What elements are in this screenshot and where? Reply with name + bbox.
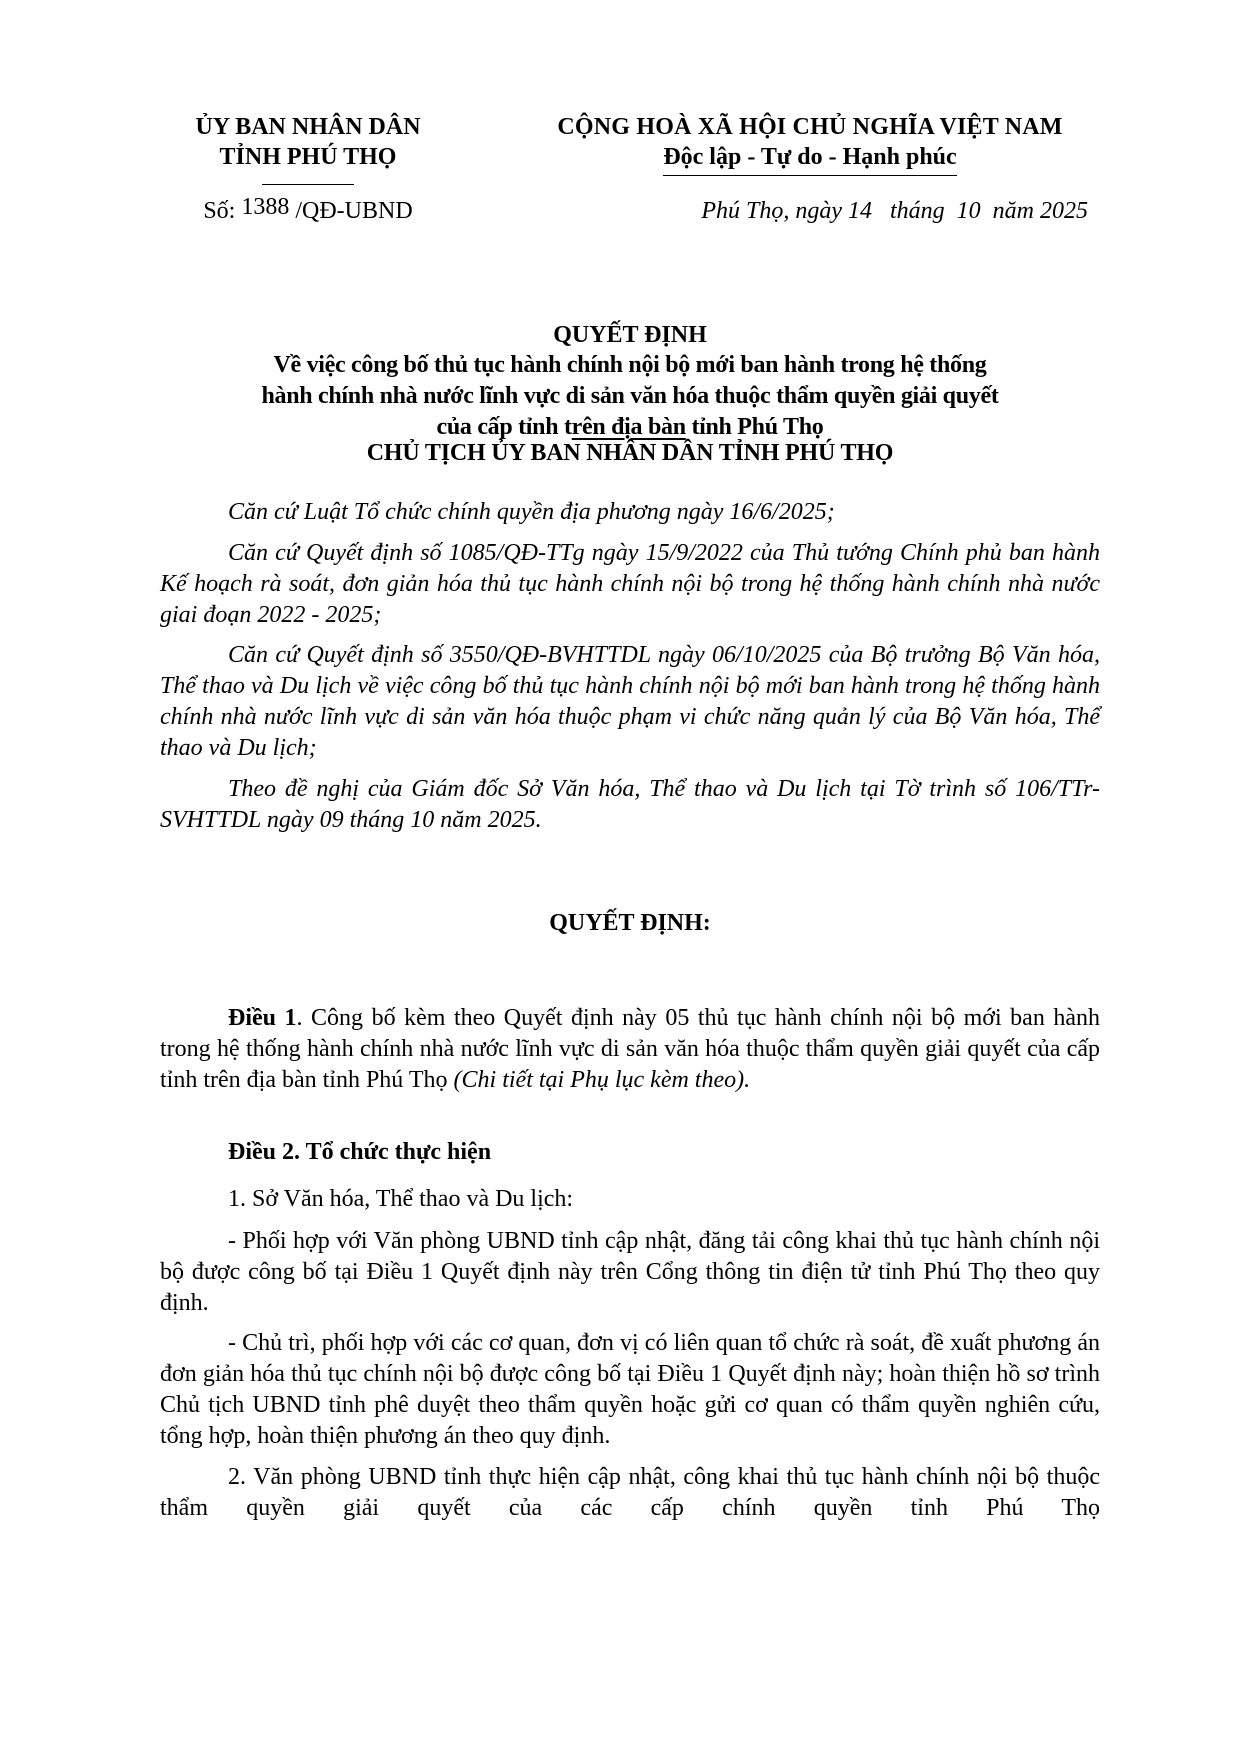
article-2-item-1: [160, 1184, 1100, 1215]
national-motto: Độc lập - Tự do - Hạnh phúc: [663, 142, 956, 176]
article-2-item-1-text: 1. Sở Văn hóa, Thể thao và Du lịch:: [228, 1186, 574, 1212]
issuer-line-1: ỦY BAN NHÂN DÂN: [195, 114, 421, 140]
decision-title: [160, 320, 1100, 443]
legal-basis-text: Theo đề nghị của Giám đốc Sở Văn hóa, Thể thao và Du lịch tại Tờ trình số 106/TTr-SVHTTDL ngày 09 tháng 10 năm 2025.: [160, 776, 1100, 833]
article-1-note: (Chi tiết tại Phụ lục kèm theo).: [453, 1067, 751, 1093]
article-2-item-1b: [160, 1328, 1100, 1452]
issuer-line-2: TỈNH PHÚ THỌ: [219, 144, 397, 170]
issuing-authority: CHỦ TỊCH ỦY BAN NHÂN DÂN TỈNH PHÚ THỌ: [366, 440, 894, 466]
article-2-item-1a-text: - Phối hợp với Văn phòng UBND tỉnh cập nhật, đăng tải công khai thủ tục hành chính nội bộ được công bố tại Điều 1 Quyết định này trên Cổng thông tin điện tử tỉnh Phú Thọ theo quy định.: [160, 1228, 1100, 1316]
article-2-title: Điều 2. Tổ chức thực hiện: [228, 1139, 492, 1165]
legal-basis-text: Căn cứ Luật Tổ chức chính quyền địa phương ngày 16/6/2025;: [228, 499, 835, 525]
subject-line-3-underlined: rên địa bàn: [571, 414, 686, 440]
subject-line-2: hành chính nhà nước lĩnh vực di sản văn hóa thuộc thẩm quyền giải quyết: [261, 383, 999, 409]
place-date: Phú Thọ, ngày 14 tháng 10 năm 2025: [701, 198, 1088, 224]
legal-basis-text: Căn cứ Quyết định số 3550/QĐ-BVHTTDL ngày 06/10/2025 của Bộ trưởng Bộ Văn hóa, Thể thao và Du lịch về việc công bố thủ tục hành chính nội bộ mới ban hành trong hệ thống hành chính nhà nước lĩnh vực di sản văn hóa thuộc phạm vi chức năng quản lý của Bộ Văn hóa, Thể thao và Du lịch;: [160, 642, 1100, 761]
subject-line-3c: tỉnh Phú Thọ: [685, 414, 824, 440]
article-2-heading: [160, 1137, 1100, 1168]
nation-name: CỘNG HOÀ XÃ HỘI CHỦ NGHĨA VIỆT NAM: [557, 114, 1063, 140]
article-2-item-2: [160, 1462, 1100, 1524]
legal-basis-2: [160, 538, 1100, 631]
issuer-divider: [262, 184, 354, 185]
number-prefix: Số:: [203, 198, 236, 224]
number-suffix: /QĐ-UBND: [295, 198, 413, 224]
legal-basis-text: Căn cứ Quyết định số 1085/QĐ-TTg ngày 15/9/2022 của Thủ tướng Chính phủ ban hành Kế hoạch rà soát, đơn giản hóa thủ tục hành chính nội bộ trong hệ thống hành chính nhà nước giai đoạn 2022 - 2025;: [160, 540, 1100, 628]
article-2-item-2-text: 2. Văn phòng UBND tỉnh thực hiện cập nhật, công khai thủ tục hành chính nội bộ thuộc thẩm quyền giải quyết của các cấp chính quyền tỉnh Phú Thọ: [160, 1464, 1100, 1521]
legal-basis-4: [160, 774, 1100, 836]
number-value: 1388: [241, 194, 290, 220]
document-type: QUYẾT ĐỊNH: [553, 322, 707, 348]
document-number: [170, 196, 446, 226]
legal-basis-3: [160, 640, 1100, 764]
article-2-item-1b-text: - Chủ trì, phối hợp với các cơ quan, đơn vị có liên quan tổ chức rà soát, đề xuất phương án đơn giản hóa thủ tục chính nội bộ được công bố tại Điều 1 Quyết định này; hoàn thiện hồ sơ trình Chủ tịch UBND tỉnh phê duyệt theo thẩm quyền hoặc gửi cơ quan có thẩm quyền nghiên cứu, tổng hợp, hoàn thiện phương án theo quy định.: [160, 1330, 1100, 1449]
subject-line-1: Về việc công bố thủ tục hành chính nội bộ mới ban hành trong hệ thống: [273, 352, 987, 378]
article-1-label: Điều 1: [228, 1005, 297, 1031]
national-header: [520, 112, 1100, 226]
issuer-block: [170, 112, 446, 226]
article-2-item-1a: [160, 1226, 1100, 1319]
subject-line-3a: của cấp tỉnh t: [436, 414, 572, 440]
article-1: [160, 1003, 1100, 1096]
article-1-body: . Công bố kèm theo Quyết định này 05 thủ tục hành chính nội bộ mới ban hành trong hệ thống hành chính nhà nước lĩnh vực di sản văn hóa thuộc thẩm quyền giải quyết của cấp tỉnh trên địa bàn tỉnh Phú Thọ: [160, 1005, 1100, 1093]
decision-heading: QUYẾT ĐỊNH:: [549, 910, 711, 936]
article-1-text: [160, 1003, 1100, 1096]
legal-basis-1: [160, 497, 1100, 528]
